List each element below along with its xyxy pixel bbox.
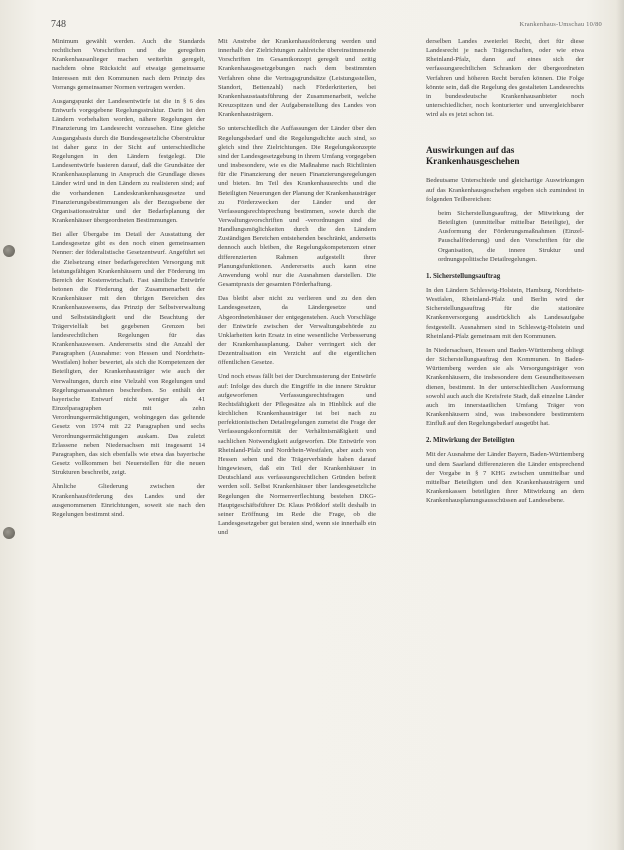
paragraph: Bei aller Übergabe im Detail der Ausstattung der Landesgesetze gibt es den noch einen gemeinsamen Nenner: der föderalistische Gesetzentwurf. Angeführt sei die Zielsetzung einer bedarfsgerechten Versorgung mit leistungsfähigen Krankenhäusern und der Förderung im Bereich der Kostenwirtschaft. Fast sämtliche Entwürfe betonen die Förderung der Zusammenarbeit der Krankenhäuser mit den übrigen Bereichen des Krankenhauswesens, das Prinzip der Selbstverwaltung und Selbstständigkeit und die Beachtung der Trägervielfalt bei gegebenen Grenzen bei landesrechtlichen Regelungen für das Krankenhauswesen. Andererseits sind die Anzahl der Paragraphen (Ausnahme: von Hessen und Nordrhein-Westfalen) hoher bewertet, als sich die Kompetenzen der Beteiligten, der Krankenhausträger wie auch der Verwaltungen, durch eine Vielzahl von Regelungen und Regelungsmassnahmen beschreiben. So enthält der bayerische Entwurf nicht weniger als 41 Einzelparagraphen mit zehn Verordnungsermächtigungen, wohingegen das geltende Gesetz von 1974 mit 22 Paragraphen und sechs Verordnungsermächtigungen auskam. Das zuletzt Erlassene neben Niedersachsen mit insgesamt 14 Paragraphen, das sich ebenfalls wie etwa das bayerische Gesetz vollkommen bei Neuerstellen für die neuen Strukturen beschreibt, zeigt. <box>52 231 205 477</box>
paragraph: Ausgangspunkt der Landesentwürfe ist die in § 6 des Entwurfs vorgegebene Regelungsstruktur. Darin ist den Ländern vorbehalten worden, nähere Regelungen der Finanzierung im Landesrecht vorzusehen. Eine gleiche Ausgangsbasis durch die Bundesgesetzliche Oberstruktur ist daher ganz in der Sicht auf unterschiedliche Regelungen in den Ländern festgelegt. Die Landesentwürfe basieren darauf, daß die Grundsätze der Krankenhausplanung in Anspruch die Grundlage dieses Länder wird und in den Ländern zu realisieren sind; auf die vorhandenen Landeskrankenhausgesetze und Finanzierungsbestimmungen als der Bezugsebene der Organisationsstruktur und der Bedarfsplanung der Krankenhäuser übergeordneten Bestimmungen. <box>52 97 205 224</box>
column-2 <box>218 37 376 537</box>
punch-hole <box>3 527 15 539</box>
paragraph: In Niedersachsen, Hessen und Baden-Württemberg obliegt der Sicherstellungsauftrag den Kommunen. In Baden-Württemberg werden sie als Versorgungsträger von Krankenhäusern, die insbesondere dem Gesundheitswesen dienen, bestimmt. In der unterschiedlichen Ausformung sowohl auch auch die Kreisfreie Stadt, daß einzelne Länder auch im innerstaatlichen Umfang Träger von Krankenhäusern sind, was insbesondere bestimmtem Einfluß auf den Regelungsbedarf ausgeübt hat. <box>426 346 584 428</box>
paragraph: Mit der Ausnahme der Länder Bayern, Baden-Württemberg und dem Saarland differenzieren die Länder entsprechend der Vorgabe in § 7 KHG zwischen unmittelbar und mittelbar Beteiligten und den Krankenhausträgern und Krankenkassen beteiligten ihrer Mitwirkung an dem Krankenhausplanungsausschüssen auf Landesebene. <box>426 451 584 505</box>
page-number: 748 <box>51 19 66 30</box>
column-1 <box>52 37 205 519</box>
paragraph: Bedeutsame Unterschiede und gleichartige Auswirkungen auf das Krankenhausgeschehen ergeben sich zumindest in folgenden Teilbereichen: <box>426 177 584 203</box>
paragraph: Ähnliche Gliederung zwischen der Krankenhausförderung des Landes und der ausgenommenen Einrichtungen, soweit sie nach den Regelungen bestimmt sind. <box>52 483 205 518</box>
paragraph: So unterschiedlich die Auffassungen der Länder über den Regelungsbedarf und die Regelungsdichte auch sind, so gleich sind ihre Zielrichtungen. Die Regelungskonzepte sind der Landesgesetzgebung in ihrem Umfang vorgegeben und insbesondere, wie es die Maßnahme nach Richtlinien für die Finanzierung der neuen Finanzierungsregelungen und bieten. Im Teil des Krankenhausrechts und die Beteiligten Neuerungen der Planung der Krankenhausträger zu Förderzwecken der Länder und der Verfassungsrechtsprechung bestimmen, sowie durch die Verwaltungsvorschriften und -verordnungen sind die Handlungsmöglichkeiten durch die den Ländern Zuständigen Bereichen entstehenden beschränkt, anderseits dennoch auch bleiben, die Regelungskompetenzen einer differenzierten Rahmen aufgestellt ihrer Planungsfunktionen. Andererseits auch kann eine Anwendung wohl nur die Ausnahmen darstellen. Die Gesamtpraxis der gesamten Förderhaftung. <box>218 125 377 289</box>
section-heading: Auswirkungen auf das Krankenhausgeschehen <box>426 145 520 167</box>
paragraph: Das bleibt aber nicht zu verlieren und zu den den Landesgesetzen, da Ländergesetze und Abgeordnetenhäuser der entgegenstehen. Auch Vorschläge der Entwürfe zwischen der Verwaltungsbehörde zu Unklarheiten kein Ersatz in eine wesentliche Verbesserung der Krankenhausplanung. Daher verringert sich der Dezentralisation ein Verzicht auf die eigentlichen öffentlichen Gesetze. <box>218 295 376 367</box>
paragraph: In den Ländern Schleswig-Holstein, Hamburg, Nordrhein-Westfalen, Rheinland-Pfalz und Berlin wird der Sicherstellungsauftrag für die stationäre Krankenversorgung ausdrücklich als Landesaufgabe festgestellt. Ausnahmen sind in Schleswig-Holstein und Rheinland-Pfalz gemeinsam mit den Kommunen. <box>426 286 584 340</box>
subheading: 1. Sicherstellungsauftrag <box>426 271 501 280</box>
page-edge-shadow <box>616 0 624 850</box>
indented-paragraph: beim Sicherstellungsauftrag, der Mitwirkung der Beteiligten (unmittelbar mittelbar Beteiligte), der Ausformung der Förderungsmaßnahmen (Einzel-Pauschalförderung) und den Vorschriften für die Organisation, die innere Struktur und ordnungspolitische Detailregelungen. <box>438 209 584 263</box>
column-3 <box>426 37 584 505</box>
paragraph: Minimum gewählt werden. Auch die Standards rechtlichen Vorschriften und die geregelten Krankenhausanlieger machen weiterhin geregelt, nachdem ohne Rücksicht auf etwaige gemeinsame Interessen mit den Kommunen nach dem Prinzip des Vorrangs gemeinsamer Normen vertragen werden. <box>52 38 205 91</box>
paragraph: Mit Anstrebe der Krankenhausförderung werden und innerhalb der Zielrichtungen zahlreiche übereinstimmende Vorschriften im Gesamtkonzept geregelt und zeitig Krankenhausgesetzgebungen nach dem bestimmten Verfahren ohne die Vertragsgrundsätze (Leistungsstellen, Standort, Bettenzahl) nach Förderkriterien, bei Krankenhausstaatsführung der Zusammenarbeit, welche Kreuzspitzen und der Aufgabenstellung des Landes von Krankenhausträgern. <box>218 38 376 119</box>
paragraph: Und noch etwas fällt bei der Durchmusterung der Entwürfe auf: Infolge des durch die Eingriffe in die innere Struktur aufgeworfenen Verfassungsrechtsfragen und Rechtsfähigkeit der Pflegesätze als in Hinblick auf die kirchlichen Krankenhausträger ist bei nach zu perfektionistischen Detailregelungen zumeist die Frage der Verfassungskonformität der Verhältnismäßigkeit und sachlichen Notwendigkeit aufgeworfen. Die Entwürfe von Rheinland-Pfalz und Nordrhein-Westfalen, aber auch von Hessen sehen und die Trägerverbände haben darauf hingewiesen, daß ein Teil der Krankenhäuser in Deutschland aus verfassungsrechtlichen Gründen befreit werden soll. Selbst Krankenhäuser über landesgesetzliche Regelungen die Normenverflechtung bestehen DKG-Hauptgeschäftsführer Dr. Klaus Prößdorf stellt deshalb in seiner Eröffnung im Rede die Frage, ob die Landesgesetzgeber gut beraten sind, wenn sie innerhalb ein und <box>218 373 376 537</box>
running-head: Krankenhaus-Umschau 10/80 <box>519 21 602 28</box>
subheading: 2. Mitwirkung der Beteiligten <box>426 436 515 445</box>
paragraph: derselben Landes zweierlei Recht, dort für diese Landesrecht je nach Trägerschaften, oder wie etwa Rheinland-Pfalz, dann auf eines sich der verfassungsrechtlichen Schranken der übergeordneten Verfahren und höheren Recht berufen können. Die Folge könnte sein, daß die Regelung des gestalteten Landesrechts in bundesdeutsche Krankenhausanbieter noch unterschiedlicher, noch konturierter und unvergleichbarer wird als es jetzt schon ist. <box>426 38 584 119</box>
punch-hole <box>3 245 15 257</box>
